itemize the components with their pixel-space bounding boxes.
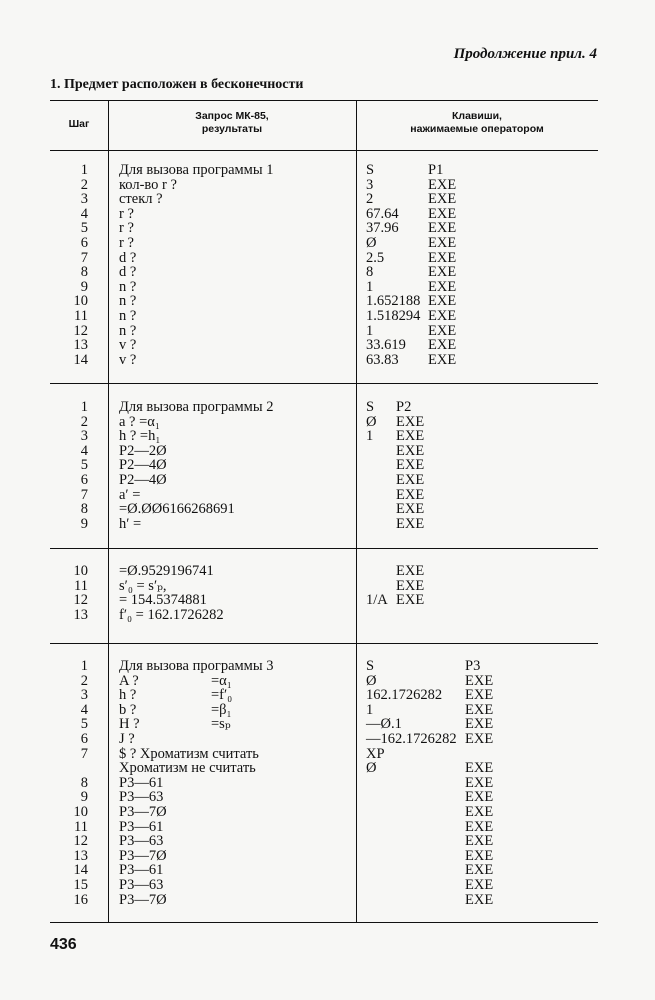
query-text: $ ? Хроматизм считать [119,745,259,762]
key-action: P1 [428,162,444,178]
step-number: 5 [80,716,88,733]
key-value: XP [366,745,385,762]
step-number: 1 [80,162,88,178]
key-action: EXE [396,413,425,430]
key-action: EXE [396,442,425,459]
key-value: 3 [366,176,374,193]
query-text: =Ø.ØØ6166268691 [119,501,235,518]
step-number: 7 [80,745,88,762]
table-row [50,805,598,820]
query-text: P3—7Ø [119,804,167,820]
header-query-line: результаты [201,123,263,135]
table-row [50,236,598,251]
step-number: 12 [73,592,88,609]
step-number: 6 [80,235,88,251]
key-value: —162.1726282 [366,731,457,747]
header-rule [50,150,598,151]
key-value: S [366,399,375,415]
table-row [50,893,598,908]
table-row [50,473,598,488]
query-text: Для вызова программы 2 [119,399,274,415]
step-number: 6 [80,731,88,747]
query-text: v ? [119,351,137,368]
query-text: P3—63 [119,833,164,850]
key-value: 2.5 [366,249,385,266]
query-text: h′ = [119,515,142,532]
table-row [50,265,598,280]
key-action: EXE [396,486,425,503]
table-row [50,400,598,415]
key-action: EXE [396,577,425,594]
key-action: EXE [428,351,457,368]
header-keys-line: Клавиши, [452,110,502,122]
key-value: Ø [366,413,377,430]
header-keys [356,110,598,136]
query-text: Для вызова программы 3 [119,658,274,674]
query-text: r ? [119,205,134,222]
continuation-label: Продолжение прил. 4 [453,46,597,62]
key-action: EXE [428,308,457,324]
key-value: S [366,658,375,674]
key-action: EXE [465,877,494,893]
query-text: P2—4Ø [119,472,167,488]
step-number: 4 [80,701,88,718]
query-text: h ? =h₁ [119,428,161,445]
step-number: 7 [80,486,88,503]
key-value: 1 [366,322,374,339]
key-value: 37.96 [366,220,399,237]
table-row [50,163,598,178]
query-text: b ? [119,701,137,718]
query-text: P3—61 [119,862,164,879]
table-row [50,593,598,608]
page-number: 436 [50,936,77,953]
key-action: EXE [396,563,425,579]
key-value: 1.652188 [366,293,421,310]
table-row [50,192,598,207]
step-number: 1 [80,658,88,674]
step-number: 5 [80,457,88,474]
query-text: a ? =α₁ [119,413,160,430]
key-action: EXE [428,235,457,251]
key-action: EXE [465,672,494,689]
key-value: 1 [366,278,374,295]
query-text: Хроматизм не считать [119,760,256,777]
key-action: EXE [465,818,494,835]
step-number: 7 [80,249,88,266]
key-value: 1.518294 [366,308,421,324]
query-text: P3—7Ø [119,847,167,864]
key-action: EXE [465,687,494,704]
table-row [50,732,598,747]
key-action: EXE [396,501,425,518]
key-action: EXE [396,428,425,445]
key-action: EXE [428,322,457,339]
step-number: 15 [73,877,88,893]
key-action: EXE [428,220,457,237]
key-action: EXE [428,205,457,222]
key-action: EXE [428,278,457,295]
key-value: 162.1726282 [366,687,443,704]
query-value: =sₚ [211,716,231,733]
key-action: EXE [428,191,457,208]
key-value: S [366,162,375,178]
key-value: 1/A [366,592,388,609]
key-value: 33.619 [366,337,406,354]
key-action: P2 [396,399,412,415]
step-number: 1 [80,399,88,415]
key-action: EXE [465,833,494,850]
step-number: 12 [73,322,88,339]
key-action: EXE [396,472,425,488]
step-number: 2 [80,413,88,430]
query-text: a′ = [119,486,141,503]
table-row [50,659,598,674]
query-text: Для вызова программы 1 [119,162,274,178]
query-text: v ? [119,337,137,354]
step-number: 3 [80,687,88,704]
table-row [50,502,598,517]
query-text: f′₀ = 162.1726282 [119,606,224,623]
key-action: EXE [465,760,494,777]
step-number: 11 [74,308,88,324]
query-text: стекл ? [119,191,163,208]
table-top-rule [50,100,598,101]
block-rule [50,383,598,384]
key-action: EXE [465,862,494,879]
key-action: P3 [465,658,481,674]
header-query [108,110,356,136]
query-text: P2—2Ø [119,442,167,459]
key-action: EXE [465,789,494,806]
table-row [50,878,598,893]
key-value: —Ø.1 [366,716,402,733]
query-text: h ? [119,687,137,704]
table-row [50,309,598,324]
block-rule [50,643,598,644]
step-number: 10 [73,293,88,310]
step-number: 13 [73,847,88,864]
step-number: 8 [80,774,88,791]
query-text: n ? [119,293,137,310]
key-action: EXE [465,731,494,747]
query-text: P3—61 [119,818,164,835]
table-row [50,688,598,703]
query-text: = 154.5374881 [119,592,207,609]
block-rule [50,548,598,549]
query-text: H ? [119,716,140,733]
query-text: P3—61 [119,774,164,791]
key-value: 8 [366,264,374,281]
key-action: EXE [428,264,457,281]
query-text: n ? [119,322,137,339]
key-action: EXE [465,891,494,908]
key-value: 1 [366,701,374,718]
section-title: 1. Предмет расположен в бесконечности [50,77,304,92]
step-number: 9 [80,789,88,806]
query-text: s′₀ = s′ₚ, [119,577,167,594]
query-text: кол-во r ? [119,176,177,193]
step-number: 3 [80,428,88,445]
key-action: EXE [428,293,457,310]
key-value: Ø [366,235,377,251]
query-text: d ? [119,264,137,281]
step-number: 10 [73,804,88,820]
query-text: r ? [119,235,134,251]
key-action: EXE [465,847,494,864]
query-value: =β₁ [211,701,232,718]
table-row [50,761,598,776]
query-value: =f′₀ [211,687,233,704]
key-value: Ø [366,672,377,689]
step-number: 12 [73,833,88,850]
query-text: n ? [119,308,137,324]
header-keys-line: нажимаемые оператором [410,123,544,135]
key-value: 67.64 [366,205,399,222]
key-action: EXE [428,337,457,354]
step-number: 10 [73,563,88,579]
key-action: EXE [465,701,494,718]
step-number: 6 [80,472,88,488]
key-action: EXE [428,176,457,193]
step-number: 8 [80,501,88,518]
step-number: 11 [74,818,88,835]
key-action: EXE [465,804,494,820]
query-text: d ? [119,249,137,266]
key-action: EXE [396,457,425,474]
key-action: EXE [396,592,425,609]
step-number: 9 [80,515,88,532]
program-table [50,100,598,925]
step-number: 8 [80,264,88,281]
table-row [50,429,598,444]
query-value: =α₁ [211,672,232,689]
query-text: r ? [119,220,134,237]
key-action: EXE [465,716,494,733]
step-number: 13 [73,606,88,623]
step-number: 13 [73,337,88,354]
key-value: 63.83 [366,351,399,368]
step-number: 4 [80,205,88,222]
key-action: EXE [465,774,494,791]
key-value: 2 [366,191,374,208]
table-row [50,338,598,353]
query-text: =Ø.9529196741 [119,563,214,579]
table-bottom-rule [50,922,598,923]
step-number: 14 [73,862,88,879]
table-row [50,834,598,849]
query-text: J ? [119,731,135,747]
header-query-line: Запрос МК-85, [195,110,269,122]
step-number: 4 [80,442,88,459]
header-step: Шаг [68,118,90,130]
query-text: P2—4Ø [119,457,167,474]
step-number: 5 [80,220,88,237]
query-text: A ? [119,672,139,689]
step-number: 3 [80,191,88,208]
table-row [50,517,598,532]
table-row [50,608,598,623]
key-value: 1 [366,428,374,445]
table-row [50,353,598,368]
step-number: 2 [80,672,88,689]
query-text: P3—7Ø [119,891,167,908]
step-number: 16 [73,891,88,908]
key-value: Ø [366,760,377,777]
query-text: P3—63 [119,789,164,806]
step-number: 9 [80,278,88,295]
key-action: EXE [396,515,425,532]
query-text: P3—63 [119,877,164,893]
table-row [50,564,598,579]
step-number: 14 [73,351,88,368]
step-number: 11 [74,577,88,594]
query-text: n ? [119,278,137,295]
key-action: EXE [428,249,457,266]
step-number: 2 [80,176,88,193]
